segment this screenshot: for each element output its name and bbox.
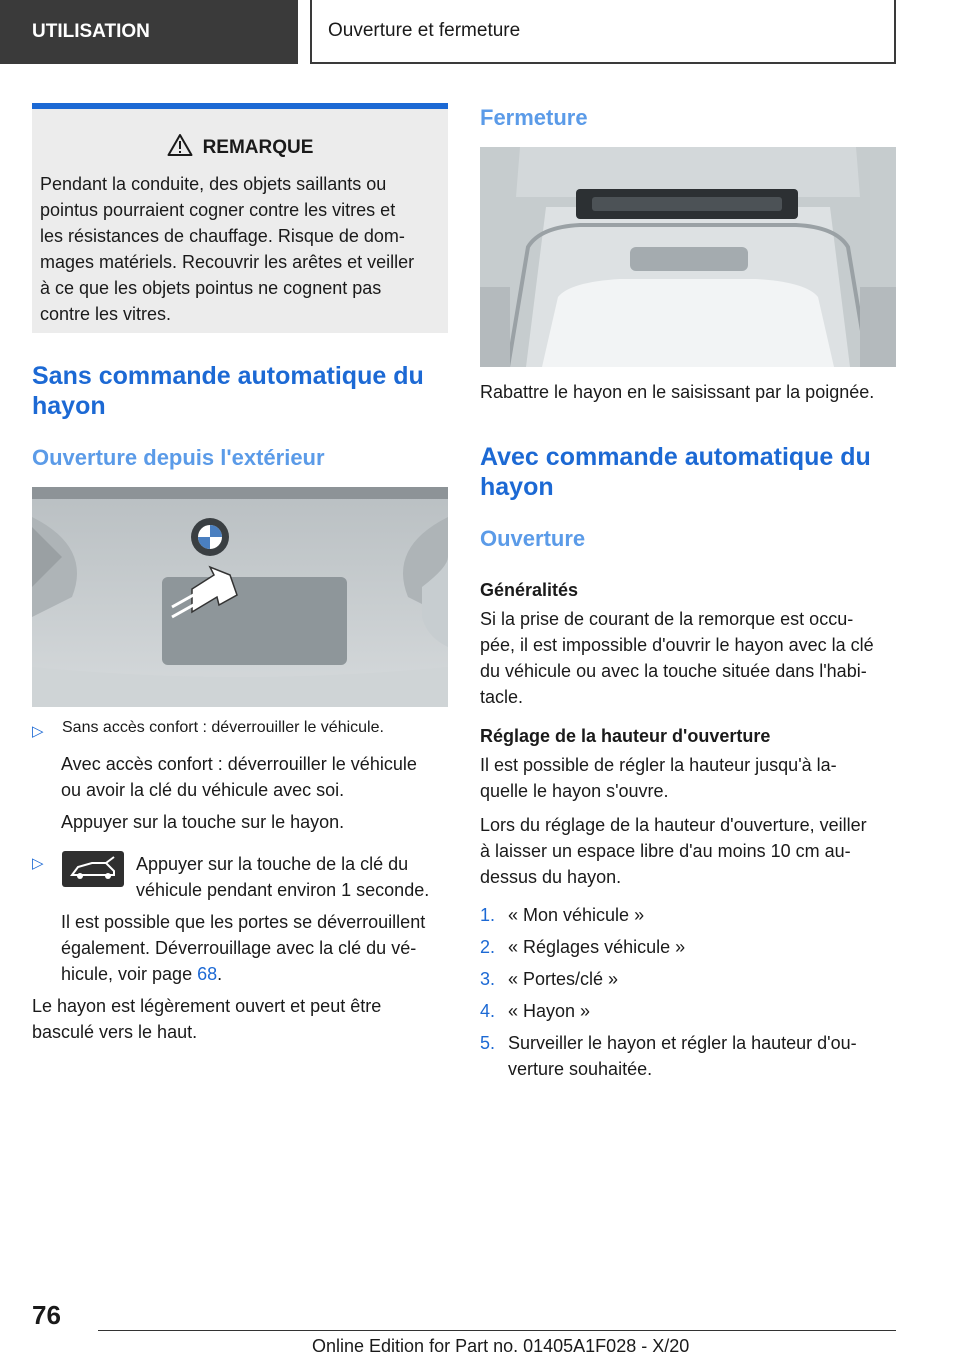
- notice-title: REMARQUE: [202, 137, 314, 158]
- closing-caption: [480, 379, 896, 405]
- heading-line: Avec commande automatique du: [480, 443, 871, 471]
- text-line: Avec accès confort : déverrouiller le véhicule: [61, 754, 417, 774]
- subheading-opening: Ouverture: [480, 526, 586, 551]
- notice-body: [40, 171, 440, 327]
- text-fragment: .: [217, 964, 223, 984]
- step-number: 1.: [480, 905, 496, 925]
- right-body: [480, 578, 896, 1082]
- heading-line: hayon: [480, 473, 554, 501]
- text-line: dessus du hayon.: [480, 867, 622, 887]
- paragraph: [32, 993, 448, 1045]
- notice-line: les résistances de chauffage. Risque de dom-: [40, 226, 405, 246]
- text-line: quelle le hayon s'ouvre.: [480, 781, 669, 801]
- text-line: Rabattre le hayon en le saisissant par la poignée.: [480, 382, 875, 402]
- list-item: [480, 934, 896, 960]
- heading-line: Sans commande automatique du: [32, 362, 424, 390]
- triangle-bullet-icon: ▷: [32, 723, 44, 740]
- text-line: Lors du réglage de la hauteur d'ouverture, veiller: [480, 815, 867, 835]
- page-number: 76: [32, 1300, 61, 1330]
- step-number: 2.: [480, 937, 496, 957]
- heading-line: hayon: [32, 392, 106, 420]
- opening-steps: [32, 719, 448, 1045]
- step-number: 3.: [480, 969, 496, 989]
- step-text: « Réglages véhicule »: [508, 937, 686, 957]
- notice-header: [40, 133, 440, 163]
- subheading-closing: Fermeture: [480, 105, 588, 130]
- header-section-title: UTILISATION: [0, 0, 298, 64]
- section-heading-automatic: [480, 442, 896, 502]
- text-line: tacle.: [480, 687, 524, 707]
- text-line: basculé vers le haut.: [32, 1022, 198, 1042]
- text-line: [61, 961, 448, 987]
- list-item: [480, 902, 896, 928]
- trunk-interior-illustration: [480, 147, 896, 367]
- step-text: « Mon véhicule »: [508, 905, 645, 925]
- text-line: Appuyer sur la touche sur le hayon.: [61, 812, 345, 832]
- list-item: [480, 998, 896, 1024]
- notice-line: contre les vitres.: [40, 304, 172, 324]
- bullet-subtext: [32, 909, 448, 987]
- text-line: Le hayon est légèrement ouvert et peut être: [32, 996, 382, 1016]
- text-line: Il est possible que les portes se déverrouillent: [61, 912, 426, 932]
- list-item: [480, 966, 896, 992]
- subsection-heading-general: Généralités: [480, 580, 579, 600]
- subsection-heading-height: Réglage de la hauteur d'ouverture: [480, 726, 771, 746]
- trunk-exterior-illustration: [32, 487, 448, 707]
- bullet-subtext: [32, 809, 448, 835]
- step-number: 4.: [480, 1001, 496, 1021]
- bullet-content: [62, 851, 429, 903]
- text-line: véhicule pendant environ 1 seconde.: [136, 880, 430, 900]
- text-line: également. Déverrouillage avec la clé du vé-: [61, 938, 417, 958]
- footer-edition-text: Online Edition for Part no. 01405A1F028 - X/20: [312, 1336, 690, 1356]
- list-item: [32, 719, 448, 745]
- bullet-text: Sans accès confort : déverrouiller le véhicule.: [62, 719, 384, 736]
- step-text: « Hayon »: [508, 1001, 591, 1021]
- footer-divider: [98, 1330, 896, 1331]
- list-item: [32, 851, 448, 903]
- text-line: Si la prise de courant de la remorque est occu-: [480, 609, 854, 629]
- bullet-subtext: [32, 751, 448, 803]
- page-reference-link[interactable]: 68: [197, 964, 218, 984]
- text-line: du véhicule ou avec la touche située dans l'habi-: [480, 661, 867, 681]
- text-line: Appuyer sur la touche de la clé du: [136, 854, 409, 874]
- notice-line: pointus pourraient cogner contre les vitres et: [40, 200, 396, 220]
- paragraph: [480, 606, 896, 710]
- bullet-text: [136, 851, 429, 903]
- text-line: ou avoir la clé du véhicule avec soi.: [61, 780, 345, 800]
- paragraph: [480, 812, 896, 890]
- text-line: Surveiller le hayon et régler la hauteur d'ou-: [508, 1033, 857, 1053]
- header-chapter-title: Ouverture et fermeture: [310, 0, 896, 64]
- text-line: pée, il est impossible d'ouvrir le hayon avec la clé: [480, 635, 874, 655]
- numbered-steps: [480, 902, 896, 1082]
- notice-line: Pendant la conduite, des objets saillants ou: [40, 174, 387, 194]
- step-text: « Portes/clé »: [508, 969, 619, 989]
- paragraph: [480, 752, 896, 804]
- step-number: 5.: [480, 1033, 496, 1053]
- section-heading-manual: [32, 361, 448, 421]
- notice-line: mages matériels. Recouvrir les arêtes et veiller: [40, 252, 415, 272]
- text-line: à laisser un espace libre d'au moins 10 cm au-: [480, 841, 851, 861]
- triangle-bullet-icon: ▷: [32, 855, 44, 872]
- step-text: [508, 1030, 857, 1082]
- subheading-exterior-opening: Ouverture depuis l'extérieur: [32, 445, 325, 470]
- list-item: [480, 1030, 896, 1082]
- text-fragment: hicule, voir page: [61, 964, 198, 984]
- trunk-key-button-icon: [62, 851, 124, 903]
- text-line: verture souhaitée.: [508, 1059, 653, 1079]
- text-line: Il est possible de régler la hauteur jusqu'à la-: [480, 755, 837, 775]
- notice-box: [32, 103, 448, 333]
- notice-line: à ce que les objets pointus ne cognent pas: [40, 278, 382, 298]
- warning-triangle-icon: [167, 133, 193, 163]
